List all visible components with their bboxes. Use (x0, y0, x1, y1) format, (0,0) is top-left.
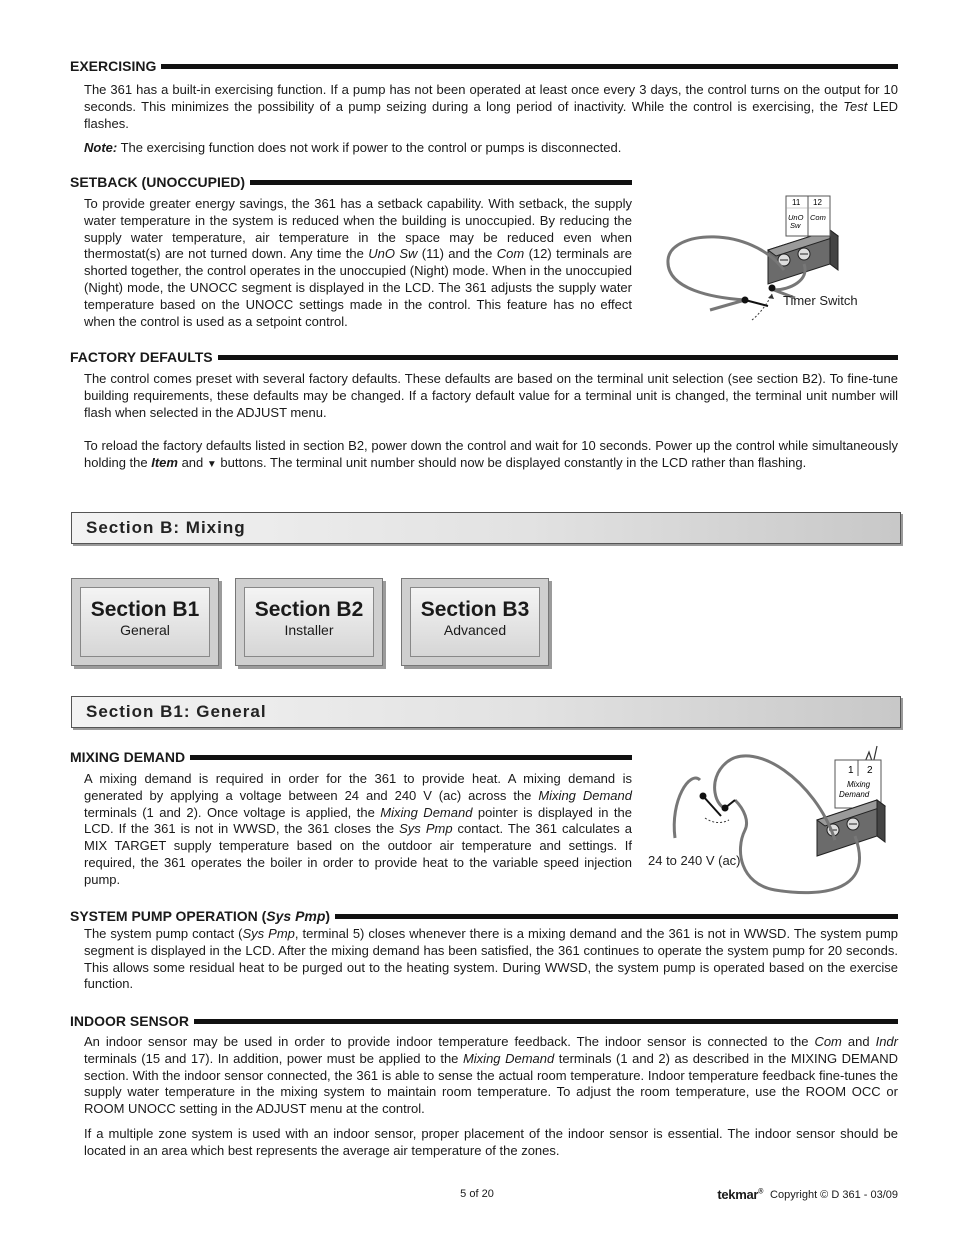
timer-switch-label: Timer Switch (783, 293, 858, 308)
terminal-1-number: 1 (848, 765, 854, 776)
terminal-12-number: 12 (813, 198, 822, 207)
indoor-sensor-paragraph-2: If a multiple zone system is used with an indoor sensor, proper placement of the indoor sensor is essential. The indoor sensor should be located in an area which best represents the average air temperature of the zones. (84, 1126, 898, 1158)
section-b1-title: Section B1: General (86, 702, 267, 721)
heading-rule (161, 64, 898, 69)
heading-rule (335, 914, 898, 919)
timer-switch-diagram (660, 190, 880, 330)
system-pump-heading (70, 907, 898, 925)
footer-copyright (717, 1187, 898, 1202)
factory-defaults-paragraph-2: To reload the factory defaults listed in section B2, power down the control and wait for 10 seconds. Power up the control while simultaneously holding the Item and ▼ buttons. The terminal unit number should now be displayed constantly in the LCD rather than flashing. (84, 438, 898, 470)
terminal-11-label-a: UnO (788, 213, 804, 222)
section-b3-button-title: Section B3 (420, 598, 530, 621)
voltage-label: 24 to 240 V (ac) (648, 853, 741, 868)
setback-paragraph: To provide greater energy savings, the 361 has a setback capability. With setback, the supply water temperature in the system is reduced when the building is unoccupied. By reducing the supply water temperature, air temperature in the space may be reduced even when thermostat(s) are not turned down. Any time the UnO Sw (11) and the Com (12) terminals are shorted together, the control operates in the unoccupied (Night) mode. When in the unoccupied (Night) mode, the UNOCC segment is displayed in the LCD. The 361 adjusts the supply water temperature based on the UNOCC settings made in the control. This feature has no effect when the control is used as a setpoint control. (84, 196, 632, 329)
mixing-label-a: Mixing (847, 780, 871, 789)
section-b2-button-title: Section B2 (254, 598, 364, 621)
setback-heading (70, 173, 632, 191)
mixing-demand-paragraph: A mixing demand is required in order for the 361 to provide heat. A mixing demand is generated by applying a voltage between 24 and 240 V (ac) across the Mixing Demand terminals (1 and 2). Once voltage is applied, the Mixing Demand pointer is displayed in the LCD. If the 361 is not in WWSD, the 361 closes the Sys Pmp contact. The 361 calculates a MIX TARGET supply temperature based on the outdoor air temperature and settings. If required, the 361 operates the boiler in order to provide heat to the variable speed injection pump. (84, 771, 633, 887)
system-pump-paragraph: The system pump contact (Sys Pmp, terminal 5) closes whenever there is a mixing demand and the 361 is not in WWSD. The system pump segment is displayed in the LCD. After the mixing demand has been satisfied, the 361 continues to operate the system pump for 20 seconds. This allows some residual heat to be purged out to the heating system. During WWSD, the system pump is operated based on the exercise function. (84, 926, 899, 992)
mixing-label-b: Demand (839, 790, 870, 799)
mixing-demand-title: MIXING DEMAND (70, 749, 186, 765)
heading-rule (190, 755, 632, 760)
terminal-11-label-b: Sw (790, 221, 801, 230)
terminal-2-number: 2 (867, 765, 873, 776)
exercising-heading (70, 57, 898, 75)
mixing-demand-diagram (645, 740, 895, 900)
section-b1-button-title: Section B1 (90, 598, 200, 621)
exercising-note: Note: The exercising function does not work if power to the control or pumps is disconnected. (84, 140, 622, 155)
system-pump-title: SYSTEM PUMP OPERATION (Sys Pmp) (70, 908, 331, 924)
section-b1-button-subtitle: General (120, 622, 170, 638)
section-b-header (71, 512, 901, 544)
heading-rule (250, 180, 632, 185)
copyright-text: Copyright © D 361 - 03/09 (770, 1188, 898, 1201)
factory-defaults-heading (70, 348, 898, 366)
brand-logo: tekmar® (717, 1187, 764, 1202)
indoor-sensor-title: INDOOR SENSOR (70, 1013, 190, 1029)
terminal-12-label: Com (810, 213, 826, 222)
indoor-sensor-paragraph-1: An indoor sensor may be used in order to provide indoor temperature feedback. The indoor sensor is connected to the Com and Indr terminals (15 and 17). In addition, power must be applied to the Mixing Demand terminals (1 and 2) as described in the MIXING DEMAND section. With the indoor sensor connected, the 361 is able to sense the actual room temperature. Indoor temperature feedback fine-tunes the supply water temperature in the mixing system to maintain room temperature. To adjust the room temperature, use the ROOM OCC or ROOM UNOCC setting in the ADJUST menu at the control. (84, 1034, 899, 1117)
page-number: 5 of 20 (460, 1188, 494, 1200)
mixing-demand-heading (70, 748, 632, 766)
section-b-title: Section B: Mixing (86, 518, 246, 537)
section-b1-button[interactable] (71, 578, 219, 666)
factory-defaults-paragraph-1: The control comes preset with several factory defaults. These defaults are based on the terminal unit selection (see section B2). To fine-tune building requirements, these defaults may be changed. If a factory default value for a terminal unit is changed, the terminal unit number will flash when selected in the ADJUST menu. (84, 371, 898, 420)
section-b2-button[interactable] (235, 578, 383, 666)
exercising-title: EXERCISING (70, 58, 157, 74)
setback-title: SETBACK (UNOCCUPIED) (70, 174, 245, 190)
down-arrow-icon: ▼ (206, 458, 217, 470)
section-b3-button[interactable] (401, 578, 549, 666)
heading-rule (194, 1019, 898, 1024)
factory-defaults-title: FACTORY DEFAULTS (70, 349, 213, 365)
section-b1-header (71, 696, 901, 728)
terminal-11-number: 11 (792, 198, 801, 207)
section-b2-button-subtitle: Installer (284, 622, 334, 638)
heading-rule (218, 355, 898, 360)
indoor-sensor-heading (70, 1012, 898, 1030)
section-b3-button-subtitle: Advanced (443, 622, 507, 638)
exercising-paragraph: The 361 has a built-in exercising function. If a pump has not been operated at least once every 3 days, the control turns on the output for 10 seconds. This minimizes the possibility of a pump seizing during a long period of inactivity. While the control is exercising, the Test LED flashes. (84, 82, 898, 131)
